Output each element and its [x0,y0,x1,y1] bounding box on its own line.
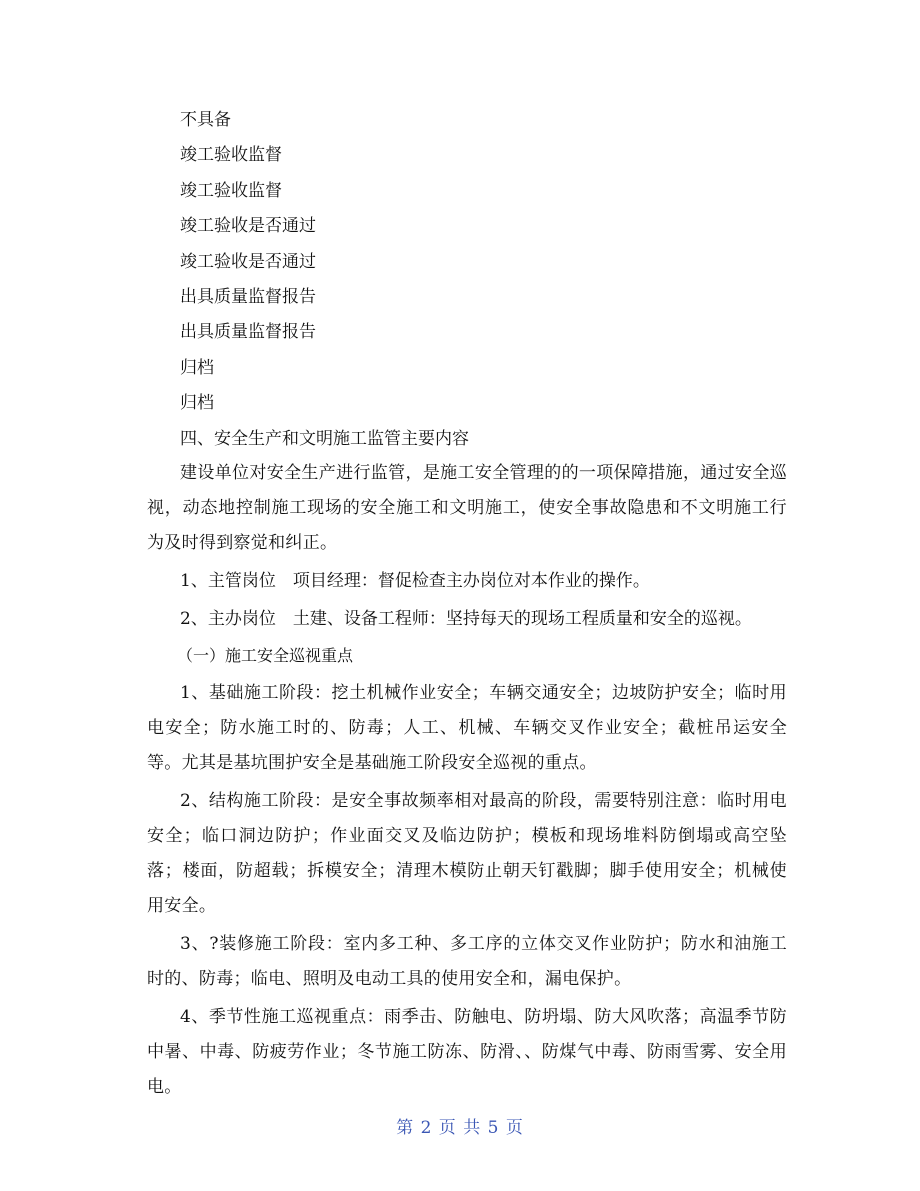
footer-current-page: 2 [420,1118,433,1138]
footer-total-pages: 5 [487,1118,500,1138]
footer-label-page: 第 [396,1118,415,1138]
document-body [147,103,787,1105]
list-item: 1、基础施工阶段：挖土机械作业安全；车辆交通安全；边坡防护安全；临时用电安全；防水施工时的、防毒；人工、机械、车辆交叉作业安全；截桩吊运安全等。尤其是基坑围护安全是基础施工阶段安全巡视的重点。 [147,682,787,773]
text-line: 竣工验收监督 [180,145,282,166]
role-line-2: 2、主办岗位 土建、设备工程师：坚持每天的现场工程质量和安全的巡视。 [180,608,752,629]
list-item: 4、季节性施工巡视重点：雨季击、防触电、防坍塌、防大风吹落；高温季节防中暑、中毒、防疲劳作业；冬节施工防冻、防滑、、防煤气中毒、防雨雪雾、安全用电。 [147,1006,787,1097]
page-footer [0,1113,920,1138]
text-line: 出具质量监督报告 [180,322,316,343]
intro-paragraph: 建设单位对安全生产进行监管，是施工安全管理的的一项保障措施，通过安全巡视，动态地控制施工现场的安全施工和文明施工，使安全事故隐患和不文明施工行为及时得到察觉和纠正。 [147,462,787,553]
footer-label-of: 页 共 [438,1118,482,1138]
text-line: 竣工验收是否通过 [180,251,316,272]
text-line: 出具质量监督报告 [180,286,316,307]
role-line-1: 1、主管岗位 项目经理：督促检查主办岗位对本作业的操作。 [180,570,650,591]
text-line: 不具备 [180,110,231,130]
text-line: 竣工验收是否通过 [180,216,316,237]
footer-label-end: 页 [505,1118,524,1138]
text-line: 竣工验收监督 [180,180,282,201]
sub-heading: （一）施工安全巡视重点 [177,645,354,665]
text-line: 归档 [180,393,214,414]
list-item: 2、结构施工阶段：是安全事故频率相对最高的阶段，需要特别注意：临时用电安全；临口洞边防护；作业面交叉及临边防护；模板和现场堆料防倒塌或高空坠落；楼面，防超载；拆模安全；清理木模防止朝天钉戳脚；脚手使用安全；机械使用安全。 [147,790,787,916]
text-line: 归档 [180,357,214,378]
list-item: 3、?装修施工阶段：室内多工种、多工序的立体交叉作业防护；防水和油施工时的、防毒；临电、照明及电动工具的使用安全和，漏电保护。 [147,933,787,989]
section-heading: 四、安全生产和文明施工监管主要内容 [180,428,469,449]
